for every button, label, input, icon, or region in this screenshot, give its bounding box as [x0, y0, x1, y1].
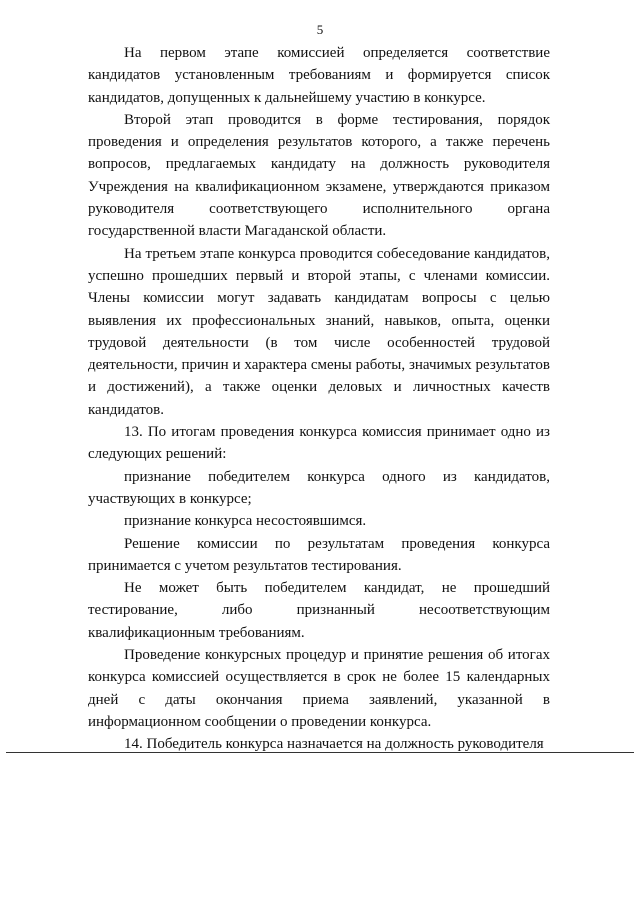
- paragraph-stage-three: На третьем этапе конкурса проводится собеседование кандидатов, успешно прошедших первый и второй этапы, с членами комиссии. Члены комиссии могут задавать кандидатам вопросы с целью выявления их профессиональных знаний, навыков, опыта, оценки трудовой деятельности (в том числе особенностей трудовой деятельности, причин и характера смены работы, значимых результатов и достижений), а также оценки деловых и личностных качеств кандидатов.: [88, 245, 550, 418]
- footer-rule: [6, 752, 634, 753]
- paragraph-winner-eligibility: Не может быть победителем кандидат, не прошедший тестирование, либо признанный несоответствующим квалификационным требованиям.: [88, 580, 550, 641]
- paragraph-decision-winner: признание победителем конкурса одного из кандидатов, участвующих в конкурсе;: [88, 468, 550, 507]
- paragraph-item-13: 13. По итогам проведения конкурса комиссия принимает одно из следующих решений:: [88, 424, 550, 463]
- paragraph-decision-basis: Решение комиссии по результатам проведения конкурса принимается с учетом результатов тестирования.: [88, 535, 550, 574]
- paragraph-procedure-deadline: Проведение конкурсных процедур и принятие решения об итогах конкурса комиссией осуществляется в срок не более 15 календарных дней с даты окончания приема заявлений, указанной в информационном сообщении о проведении конкурса.: [88, 647, 550, 730]
- page-number: 5: [316, 22, 324, 37]
- paragraph-stage-two: Второй этап проводится в форме тестирования, порядок проведения и определения результатов которого, а также перечень вопросов, предлагаемых кандидату на должность руководителя Учреждения на квалификационном экзамене, утверждаются приказом руководителя соответствующего исполнительного органа государственной власти Магаданской области.: [88, 111, 550, 240]
- paragraph-item-14: 14. Победитель конкурса назначается на должность руководителя: [124, 736, 544, 753]
- paragraph-stage-one: На первом этапе комиссией определяется соответствие кандидатов установленным требованиям и формируется список кандидатов, допущенных к дальнейшему участию в конкурсе.: [88, 45, 550, 106]
- paragraph-decision-failed: признание конкурса несостоявшимся.: [124, 513, 367, 530]
- document-body: [88, 42, 550, 756]
